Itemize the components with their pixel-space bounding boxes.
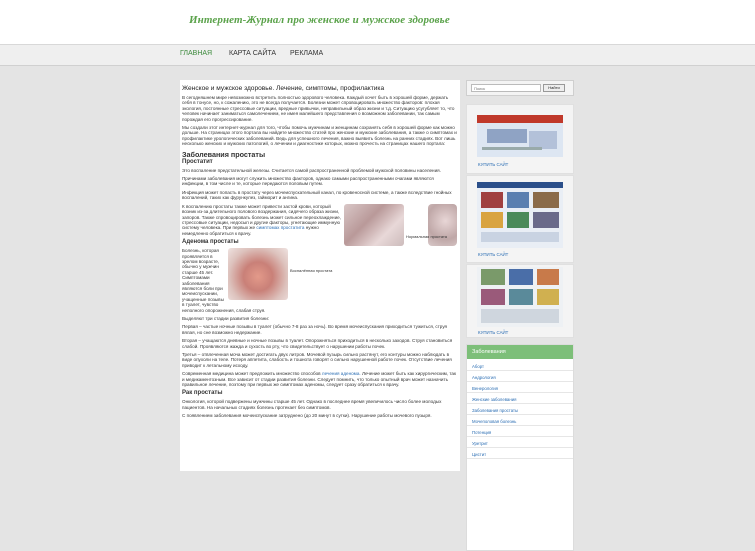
nav-item-home[interactable]: ГЛАВНАЯ xyxy=(180,50,213,57)
figure-caption: Нормальная простата xyxy=(406,233,447,239)
article xyxy=(180,80,460,419)
category-item[interactable]: Андрология xyxy=(467,373,573,382)
category-item[interactable]: Женские заболевания xyxy=(467,395,573,404)
article-title: Женское и мужское здоровье. Лечение, симптомы, профилактика xyxy=(182,85,385,92)
subheading-prostatitis: Простатит xyxy=(182,158,213,165)
site-title[interactable]: Интернет-Журнал про женское и мужское здоровье xyxy=(189,14,450,26)
header xyxy=(0,0,755,44)
paragraph: Инфекция может попасть в простату через мочеиспускательный канал, по кровеносной системе, а также вследствие гнойных воспалений, таких как фурункулез, гайморит и ангина. xyxy=(182,189,452,201)
nav-item-ads[interactable]: РЕКЛАМА xyxy=(290,50,324,57)
nav-item-sitemap[interactable]: КАРТА САЙТА xyxy=(229,50,277,57)
paragraph: Первая – частые ночные позывы в туалет (обычно 7-8 раз за ночь). Во время мочеиспускания приходиться тужиться, струя вялая, но сне возможно недержание. xyxy=(182,324,448,335)
buy-site-link[interactable]: КУПИТЬ САЙТ xyxy=(478,330,509,335)
figure-caption: Воспалённая простата xyxy=(290,268,333,274)
buy-site-link[interactable]: КУПИТЬ САЙТ xyxy=(478,162,509,167)
paragraph: Вторая – учащаются дневные и ночные позывы в туалет. Опорожняться приходиться в несколько заходов. Струя становиться слабой. Проявляются жажда и сухость во рту, что свидетельствует о нарушении работы почек. xyxy=(182,338,453,349)
paragraph: Это воспаление предстательной железы. Считается самой распространенной проблемой мужской половины населения. xyxy=(182,167,441,173)
paragraph: Онкология, которой подвержены мужчины старше 45 лет. Однако в последнее время увеличилось число более молодых пациентов. На начальных стадиях болезнь протекает без симптомов. xyxy=(182,399,442,410)
paragraph-text: Лечение может быть как хирургическим, так и медикаментозным. Все зависит от стадии развития болезни. Следует помнить, что только опытный врач может назначить правильное лечение, поэтому при первых же симптомах аденомы, следует сразу обратиться к врачу. xyxy=(182,371,456,388)
categories-widget xyxy=(466,344,574,551)
main-nav xyxy=(0,44,755,66)
category-item[interactable]: Аборт xyxy=(467,362,573,371)
category-item[interactable]: Заболевания простаты xyxy=(467,406,573,415)
search-button[interactable]: Найти xyxy=(543,84,565,92)
ad-block xyxy=(466,104,574,174)
category-item[interactable]: Потенция xyxy=(467,428,573,437)
category-item[interactable]: Уретрит xyxy=(467,439,573,448)
buy-site-link[interactable]: КУПИТЬ САЙТ xyxy=(478,252,509,257)
anatomy-illustration-image xyxy=(428,204,457,246)
article-intro: В сегодняшнем мире невозможно встретить полностью здорового человека. Каждый хочет быть в хорошей форме, держать себя в тонусе, но, к сожалению, это не всегда получается. Болезни может спровоцировать множество факторов: плохая экология, постоянные стрессовые ситуации, вредные привычки, неправильный образ жизни и т.д. Ситуацию усугубляет то, что человек начинает заниматься самолечением, не имея малейшего представления о возможном заболевании, так самым порождая его прогрессирование. xyxy=(182,95,455,122)
paragraph: Причинами заболевания могут служить множество факторов, однако самыми распространенными очагами являются инфекции, в том числе и те, которые передаются половым путем. xyxy=(182,176,434,187)
article-intro-2: Мы создали этот интернет-журнал для того, чтобы помочь мужчинам и женщинам сохранять себя в хорошей форме как можно дольше. На страницах этого портала вы найдете множество статей про женские и мужские заболевания, а также о симптомах и профилактике урологических заболеваний. Ведь для успешного лечения, важно выявить болезнь на ранних стадиях. Вот лишь несколько женских и мужских патологий, о лечении и диагностике которых, можно прочесть на страницах нашего портала: xyxy=(182,125,457,147)
paragraph: Выделяют три стадии развития болезни: xyxy=(182,316,270,321)
ad-banner-image[interactable] xyxy=(477,267,563,327)
prostatitis-symptoms-link[interactable]: симптомах простатита xyxy=(256,225,305,231)
paragraph: С появлением заболевания мочеиспускание затруднено (до 20 минут в сутки). Нарушение работы мочевого пузыря. xyxy=(182,413,432,419)
category-item[interactable]: Цистит xyxy=(467,450,573,459)
section-title: Заболевания простаты xyxy=(182,149,266,159)
figure-inflamed-prostate xyxy=(228,248,341,300)
paragraph-text: Современная медицина может предложить множество способов xyxy=(182,371,321,377)
search-form xyxy=(466,80,574,96)
figure-normal-prostate xyxy=(344,204,457,246)
category-item[interactable]: Мочеполовая болезнь xyxy=(467,417,573,426)
search-input[interactable] xyxy=(471,84,541,92)
paragraph-text: К воспалению простаты также может привести застой крови, который возник из-за длительного полового воздержания, сидячего образа жизни, запоров. Также спровоцировать болезнь может сильное переохлаждение, стрессовые ситуации, недосып и другие факторы, угнетающие иммунную систему человека. При первых же xyxy=(182,203,341,231)
adenoma-treatment-link[interactable]: лечения аденома. xyxy=(321,371,361,377)
ad-banner-image[interactable] xyxy=(477,115,563,157)
paragraph-text: нужно немедленно обратиться к врачу. xyxy=(182,225,319,236)
subheading-cancer: Рак простаты xyxy=(182,390,223,397)
inflamed-prostate-image xyxy=(228,248,288,300)
categories-title: Заболевания xyxy=(467,345,573,359)
subheading-adenoma: Аденома простаты xyxy=(182,239,239,246)
paragraph: Третья – отвлеченная моча может достигать двух литров. Мочевой пузырь сильно растянут, его контуры можно наблюдать в виде опухоли на теле. Потеря аппетита, слабость и тошнота говорят о сильно нарушенной работе почек. Отсутствие лечения приводит к летальному исходу. xyxy=(182,352,452,368)
paragraph: Болезнь, которая проявляется в зрелом возрасте, обычно у мужчин старше 45 лет. Симптомами заболевания являются боли при мочеиспускании, учащенные позывы в туалет, чувство неполного опорожнения, слабая струя. xyxy=(182,248,266,313)
ad-block xyxy=(466,175,574,263)
prostate-illustration-image xyxy=(344,204,404,246)
category-item[interactable]: Венерология xyxy=(467,384,573,393)
ad-block xyxy=(466,264,574,338)
ad-banner-image[interactable] xyxy=(477,182,563,248)
main-content xyxy=(180,80,460,471)
paragraph xyxy=(182,371,457,387)
